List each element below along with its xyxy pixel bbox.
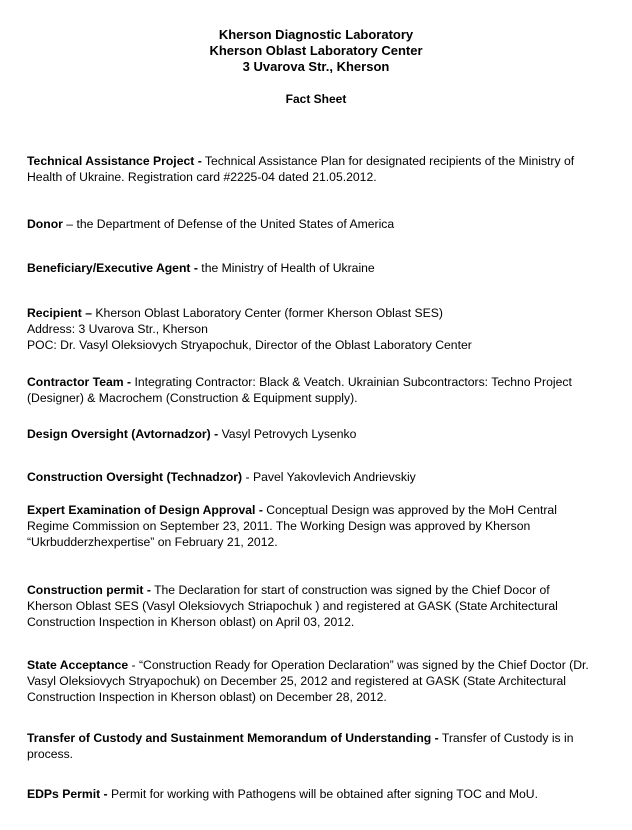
document-header [0, 27, 632, 75]
section-text: Construction Inspection in Kherson oblast) on April 03, 2012. [27, 615, 355, 629]
section-label: Recipient – [27, 306, 93, 320]
section-text: “Ukrbudderzhexpertise” on February 21, 2012. [27, 535, 278, 549]
section-label: EDPs Permit - [27, 787, 108, 801]
section-text: Health of Ukraine. Registration card #2225-04 dated 21.05.2012. [27, 170, 377, 184]
section-beneficiary [27, 260, 612, 276]
section-text: Vasyl Oleksiovych Stryapochuk) on December 25, 2012 and registered at GASK (State Architectural [27, 674, 566, 688]
section-text: Transfer of Custody is in [438, 731, 574, 745]
section-design-oversight [27, 426, 612, 442]
section-text: Regime Commission on September 23, 2011. The Working Design was approved by Kherson [27, 519, 531, 533]
section-label: Expert Examination of Design Approval - [27, 503, 263, 517]
section-edps-permit [27, 786, 612, 802]
page-title: Fact Sheet [285, 92, 347, 106]
section-text: process. [27, 747, 74, 761]
section-label: Technical Assistance Project - [27, 154, 202, 168]
section-label: Contractor Team - [27, 375, 132, 389]
section-text: Vasyl Petrovych Lysenko [218, 427, 357, 441]
section-label: Beneficiary/Executive Agent - [27, 261, 198, 275]
section-text: Kherson Oblast SES (Vasyl Oleksiovych Striapochuk ) and registered at GASK (State Architectural [27, 599, 558, 613]
section-transfer-of-custody [27, 730, 612, 762]
section-text: POC: Dr. Vasyl Oleksiovych Stryapochuk, Director of the Oblast Laboratory Center [27, 338, 472, 352]
section-label: Design Oversight (Avtornadzor) - [27, 427, 219, 441]
section-contractor-team [27, 374, 612, 406]
section-technical-assistance [27, 153, 612, 185]
header-address: 3 Uvarova Str., Kherson [242, 59, 390, 74]
section-label: Construction Oversight (Technadzor) [27, 470, 243, 484]
section-text: Technical Assistance Plan for designated recipients of the Ministry of [201, 154, 575, 168]
section-expert-examination [27, 502, 612, 550]
section-text: – the Department of Defense of the United States of America [62, 217, 395, 231]
section-state-acceptance [27, 657, 612, 705]
section-text: the Ministry of Health of Ukraine [197, 261, 375, 275]
section-text: The Declaration for start of construction was signed by the Chief Docor of [150, 583, 550, 597]
section-label: Construction permit - [27, 583, 151, 597]
section-text: - “Construction Ready for Operation Declaration” was signed by the Chief Doctor (Dr. [128, 658, 589, 672]
header-center-name: Kherson Oblast Laboratory Center [209, 43, 423, 58]
section-label: Donor [27, 217, 63, 231]
section-text: Conceptual Design was approved by the MoH Central [262, 503, 557, 517]
section-label: State Acceptance [27, 658, 129, 672]
section-recipient [27, 305, 612, 353]
section-text: Construction Inspection in Kherson oblast) on December 28, 2012. [27, 690, 387, 704]
section-text: Address: 3 Uvarova Str., Kherson [27, 322, 208, 336]
section-construction-permit [27, 582, 612, 630]
section-donor [27, 216, 612, 232]
section-text: Permit for working with Pathogens will be obtained after signing TOC and MoU. [107, 787, 538, 801]
header-lab-name: Kherson Diagnostic Laboratory [218, 27, 414, 42]
section-construction-oversight [27, 469, 612, 485]
section-text: (Designer) & Macrochem (Construction & Equipment supply). [27, 391, 358, 405]
section-text: Kherson Oblast Laboratory Center (former Kherson Oblast SES) [92, 306, 443, 320]
section-label: Transfer of Custody and Sustainment Memorandum of Understanding - [27, 731, 439, 745]
section-text: - Pavel Yakovlevich Andrievskiy [242, 470, 416, 484]
section-text: Integrating Contractor: Black & Veatch. Ukrainian Subcontractors: Techno Project [131, 375, 572, 389]
